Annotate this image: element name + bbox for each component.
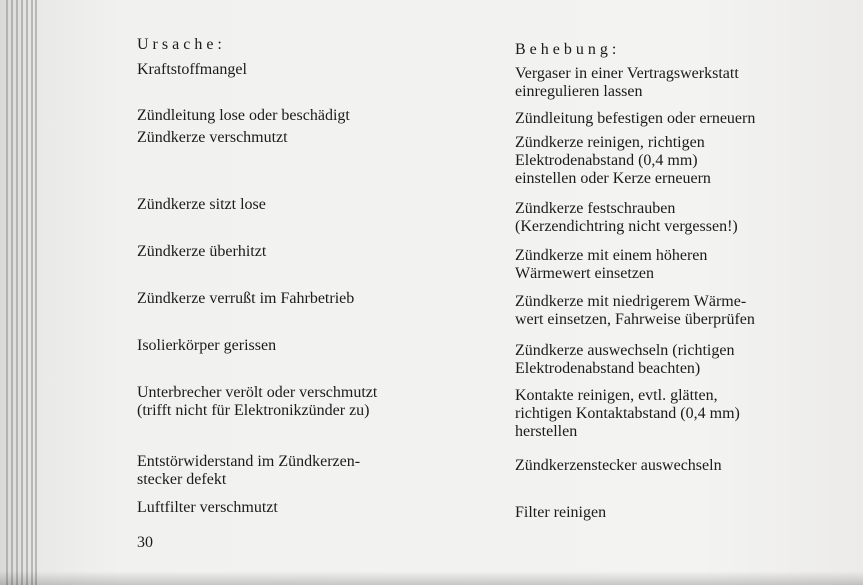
remedy-heading: Behebung: [515, 41, 621, 58]
page-edge [26, 0, 28, 585]
cause-line: Isolierkörper gerissen [137, 337, 277, 354]
cause-item [137, 196, 497, 214]
remedy-line: richtigen Kontaktabstand (0,4 mm) [515, 405, 740, 422]
remedy-item [515, 110, 855, 128]
cause-line: Entstörwiderstand im Zündkerzen- [137, 453, 361, 470]
remedy-line: Elektrodenabstand beachten) [515, 360, 701, 377]
remedy-item [515, 457, 855, 475]
remedy-item [515, 293, 855, 329]
page-edge [6, 0, 8, 585]
remedy-item [515, 387, 855, 441]
remedy-line: (Kerzendichtring nicht vergessen!) [515, 218, 738, 235]
remedy-line: Zündkerze mit einem höheren [515, 247, 708, 264]
remedy-line: Zündleitung befestigen oder erneuern [515, 110, 756, 127]
remedy-line: einregulieren lassen [515, 83, 643, 100]
cause-line: stecker defekt [137, 471, 227, 488]
cause-line: Unterbrecher verölt oder verschmutzt [137, 384, 378, 401]
cause-line: Zündkerze sitzt lose [137, 196, 266, 213]
remedy-item [515, 342, 855, 378]
cause-item [137, 129, 497, 147]
remedy-item [515, 65, 855, 101]
page-shadow [0, 571, 863, 585]
remedy-line: Wärmewert einsetzen [515, 265, 655, 282]
cause-item [137, 384, 497, 420]
remedy-item [515, 200, 855, 236]
cause-line: Zündkerze überhitzt [137, 243, 267, 260]
remedy-line: Zündkerze festschrauben [515, 200, 676, 217]
cause-item [137, 453, 497, 489]
remedy-line: wert einsetzen, Fahrweise überprüfen [515, 311, 755, 328]
remedy-line: Zündkerzenstecker auswechseln [515, 457, 722, 474]
remedy-item [515, 247, 855, 283]
page-edge [35, 0, 37, 585]
page-edge [31, 0, 33, 585]
cause-item [137, 243, 497, 261]
remedy-item [515, 504, 855, 522]
cause-heading: Ursache: [137, 36, 226, 53]
cause-line: Zündleitung lose oder beschädigt [137, 107, 350, 124]
remedy-line: Zündkerze auswechseln (richtigen [515, 342, 735, 359]
cause-item [137, 107, 497, 125]
cause-line: Kraftstoffmangel [137, 61, 247, 78]
remedy-item [515, 134, 855, 188]
cause-item [137, 499, 497, 517]
remedy-line: Zündkerze mit niedrigerem Wärme- [515, 293, 747, 310]
remedy-line: Elektrodenabstand (0,4 mm) [515, 152, 698, 169]
cause-item [137, 290, 497, 308]
page-number: 30 [137, 534, 153, 551]
page-edge [11, 0, 13, 585]
cause-line: Zündkerze verrußt im Fahrbetrieb [137, 290, 355, 307]
cause-item [137, 61, 497, 79]
cause-line: Luftfilter verschmutzt [137, 499, 278, 516]
cause-item [137, 337, 497, 355]
remedy-line: Vergaser in einer Vertragswerkstatt [515, 65, 739, 82]
page-edge [21, 0, 23, 585]
remedy-line: Kontakte reinigen, evtl. glätten, [515, 387, 718, 404]
page-edge [16, 0, 18, 585]
remedy-line: einstellen oder Kerze erneuern [515, 170, 711, 187]
cause-line: Zündkerze verschmutzt [137, 129, 288, 146]
cause-line: (trifft nicht für Elektronikzünder zu) [137, 402, 370, 419]
remedy-line: Zündkerze reinigen, richtigen [515, 134, 705, 151]
remedy-line: Filter reinigen [515, 504, 607, 521]
remedy-line: herstellen [515, 423, 578, 440]
